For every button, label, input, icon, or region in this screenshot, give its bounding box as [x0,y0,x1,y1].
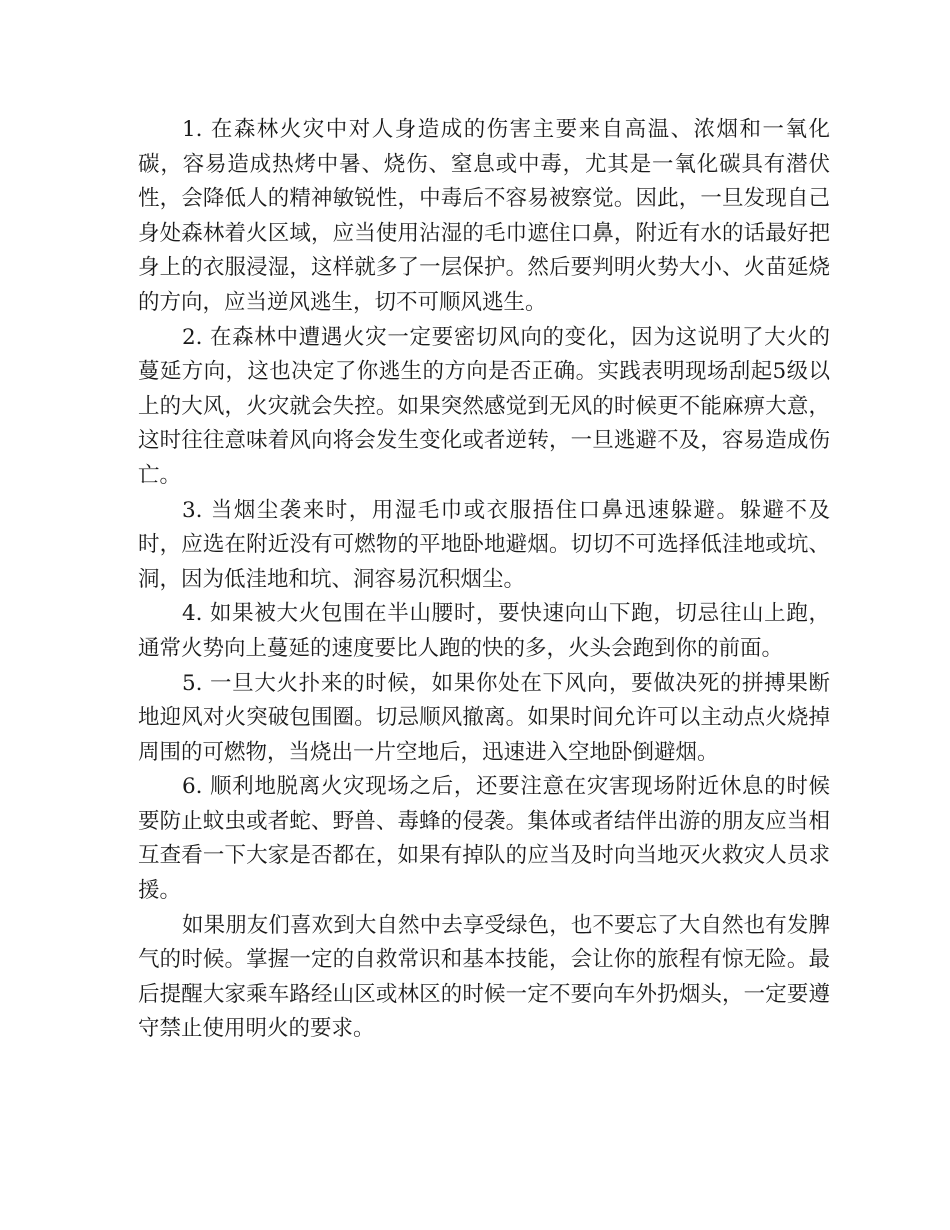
paragraph-3: 3. 当烟尘袭来时，用湿毛巾或衣服捂住口鼻迅速躲避。躲避不及时，应选在附近没有可燃物的平地卧地避烟。切切不可选择低洼地或坑、洞，因为低洼地和坑、洞容易沉积烟尘。 [138,497,830,592]
paragraph-1: 1. 在森林火灾中对人身造成的伤害主要来自高温、浓烟和一氧化碳，容易造成热烤中暑、烧伤、窒息或中毒，尤其是一氧化碳具有潜伏性，会降低人的精神敏锐性，中毒后不容易被察觉。因此，一旦发现自己身处森林着火区域，应当使用沾湿的毛巾遮住口鼻，附近有水的话最好把身上的衣服浸湿，这样就多了一层保护。然后要判明火势大小、火苗延烧的方向，应当逆风逃生，切不可顺风逃生。 [138,117,830,315]
paragraph-5: 5. 一旦大火扑来的时候，如果你处在下风向，要做决死的拼搏果断地迎风对火突破包围圈。切忌顺风撤离。如果时间允许可以主动点火烧掉周围的可燃物，当烧出一片空地后，迅速进入空地卧倒避烟。 [138,670,830,765]
paragraph-2: 2. 在森林中遭遇火灾一定要密切风向的变化，因为这说明了大火的蔓延方向，这也决定了你逃生的方向是否正确。实践表明现场刮起5级以上的大风，火灾就会失控。如果突然感觉到无风的时候更不能麻痹大意，这时往往意味着风向将会发生变化或者逆转，一旦逃避不及，容易造成伤亡。 [138,324,830,488]
paragraph-4: 4. 如果被大火包围在半山腰时，要快速向山下跑，切忌往山上跑，通常火势向上蔓延的速度要比人跑的快的多，火头会跑到你的前面。 [138,601,830,661]
paragraph-6: 6. 顺利地脱离火灾现场之后，还要注意在灾害现场附近休息的时候要防止蚊虫或者蛇、野兽、毒蜂的侵袭。集体或者结伴出游的朋友应当相互查看一下大家是否都在，如果有掉队的应当及时向当地灭火救灾人员求援。 [138,774,830,904]
document-body [138,113,830,1047]
paragraph-closing: 如果朋友们喜欢到大自然中去享受绿色，也不要忘了大自然也有发脾气的时候。掌握一定的自救常识和基本技能，会让你的旅程有惊无险。最后提醒大家乘车路经山区或林区的时候一定不要向车外扔烟头，一定要遵守禁止使用明火的要求。 [138,912,830,1042]
